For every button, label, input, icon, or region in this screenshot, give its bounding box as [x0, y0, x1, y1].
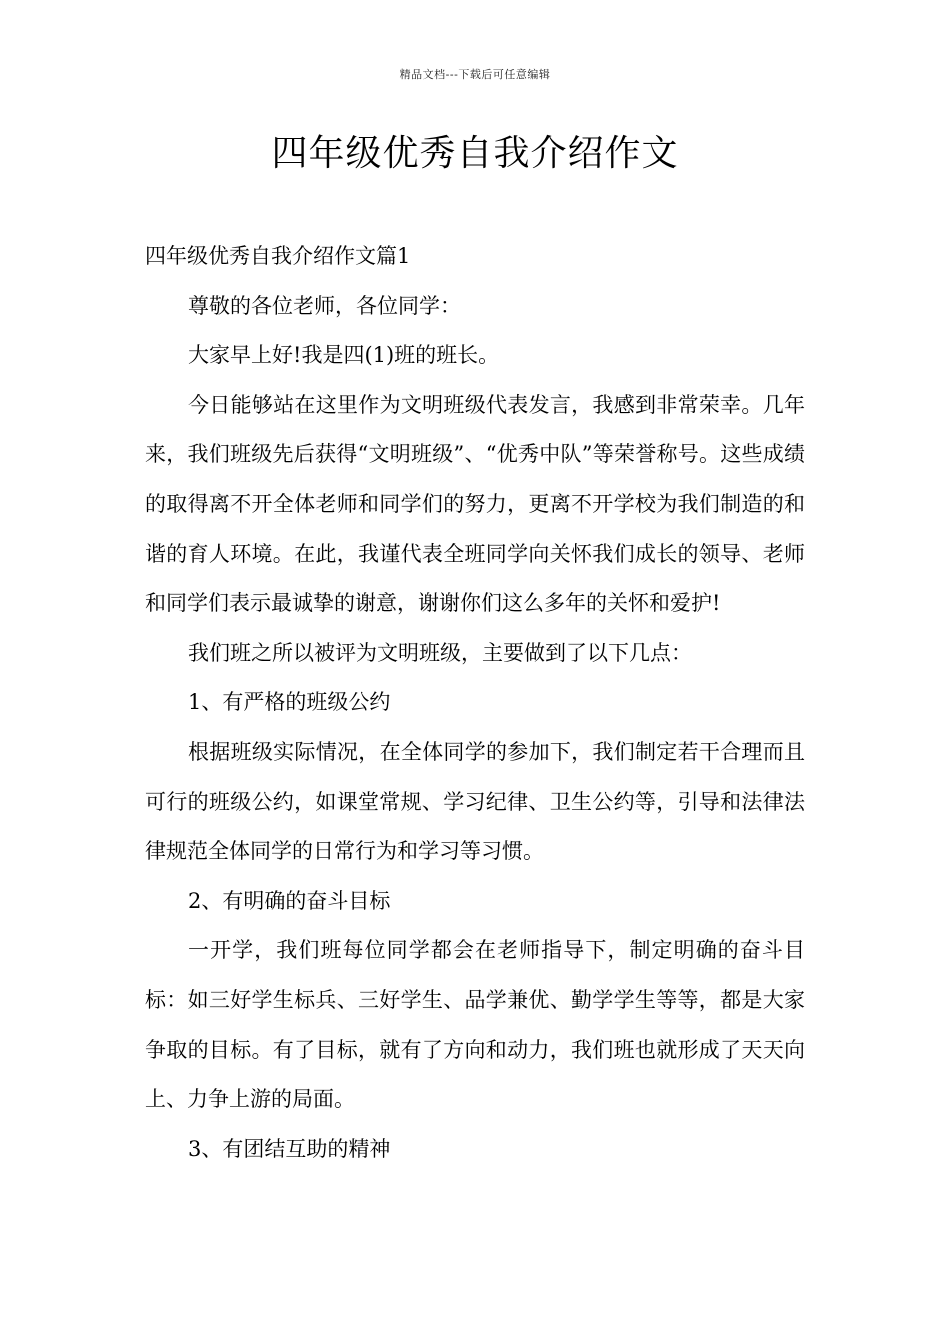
document-body — [145, 232, 805, 1174]
header-note: 精品文档---下载后可任意编辑 — [399, 68, 551, 81]
point-body-1: 根据班级实际情况，在全体同学的参加下，我们制定若干合理而且可行的班级公约，如课堂常规、学习纪律、卫生公约等，引导和法律法律规范全体同学的日常行为和学习等习惯。 — [145, 739, 805, 864]
point-heading-1: 1、有严格的班级公约 — [188, 690, 391, 715]
point-body-2: 一开学，我们班每位同学都会在老师指导下，制定明确的奋斗目标：如三好学生标兵、三好学生、品学兼优、勤学学生等等，都是大家争取的目标。有了目标，就有了方向和动力，我们班也就形成了天天向上、力争上游的局面。 — [145, 938, 805, 1112]
section-heading: 四年级优秀自我介绍作文篇1 — [145, 244, 411, 268]
paragraph-summary: 我们班之所以被评为文明班级，主要做到了以下几点： — [188, 640, 692, 665]
salutation: 尊敬的各位老师，各位同学： — [188, 293, 461, 318]
paragraph-intro: 今日能够站在这里作为文明班级代表发言，我感到非常荣幸。几年来，我们班级先后获得“文明班级”、“优秀中队”等荣誉称号。这些成绩的取得离不开全体老师和同学们的努力，更离不开学校为我们制造的和谐的育人环境。在此，我谨代表全班同学向关怀我们成长的领导、老师和同学们表示最诚挚的谢意，谢谢你们这么多年的关怀和爱护! — [145, 392, 805, 616]
point-heading-3: 3、有团结互助的精神 — [188, 1136, 391, 1161]
document-title: 四年级优秀自我介绍作文 — [271, 133, 679, 174]
point-heading-2: 2、有明确的奋斗目标 — [188, 888, 391, 913]
greeting: 大家早上好!我是四(1)班的班长。 — [188, 343, 500, 368]
